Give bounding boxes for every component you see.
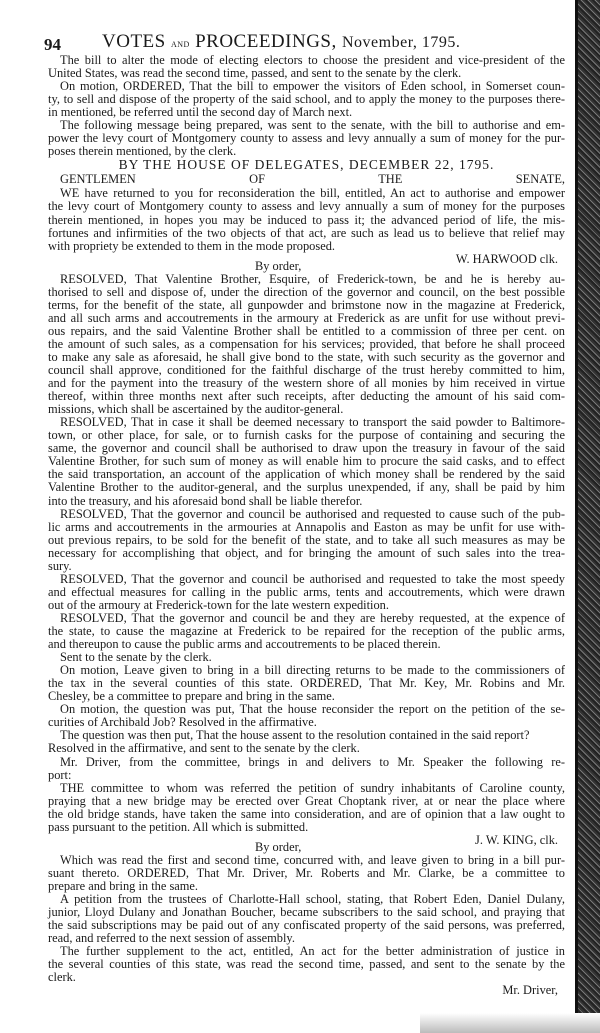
text-line: town, or other place, for sale, or to furnish casks for the purpose of containing and securing the: [48, 428, 565, 443]
text-line: and all such arms and accoutrements in the armoury at Frederick as are unfit for use without previ-: [48, 310, 565, 325]
text-line: port:: [48, 767, 72, 782]
text-line: the tax in the several counties of this state. ORDERED, That Mr. Key, Mr. Robins and Mr.: [48, 676, 565, 691]
text-line: missions, which shall be ascertained by the auditor-general.: [48, 402, 344, 417]
text-line: Valentine Brother to the auditor-general, and the surplus unexpended, if any, shall be paid by him: [48, 480, 565, 495]
title-date: November, 1795.: [341, 34, 461, 51]
running-header: [44, 31, 564, 53]
text-line: RESOLVED, That the governor and council be authorised and requested to cause such of the pub-: [60, 506, 565, 521]
signature-line: Mr. Driver,: [502, 983, 558, 998]
text-line: thereof, within three months next after such receipts, after deducting the amount of his said com-: [48, 389, 565, 404]
text-line: lic arms and accoutrements in the armouries at Annapolis and Easton as may be unfit for use with-: [48, 519, 565, 534]
text-line: power the levy court of Montgomery county to assess and levy annually a sum of money for the pur-: [48, 131, 565, 146]
text-line: RESOLVED, That Valentine Brother, Esquire, of Frederick-town, be and he is hereby au-: [60, 271, 565, 286]
text-line: Resolved in the affirmative, and sent to the senate by the clerk.: [48, 741, 360, 756]
text-line: On motion, Leave given to bring in a bill directing returns to be made to the commissioners of: [60, 663, 565, 678]
text-line: poses therein mentioned, by the clerk.: [48, 144, 237, 159]
text-line: the amount of such sales, as a compensation for his services; provided, that before he shall proceed: [48, 336, 565, 351]
text-line: clerk.: [48, 970, 76, 985]
text-line: RESOLVED, That in case it shall be deemed necessary to transport the said powder to Baltimore-: [60, 415, 565, 430]
text-line: The following message being prepared, was sent to the senate, with the bill to authorise and em-: [60, 118, 565, 133]
text-line: read, and referred to the next session of assembly.: [48, 931, 295, 946]
text-line: the several counties of this state, was read the second time, passed, and sent to the senate by the: [48, 957, 565, 972]
text-line: terms, for the benefit of the state, all gunpowder and brimstone now in the magazine at Frederick,: [48, 297, 565, 312]
text-line: thorised to sell and dispose of, under the direction of the governor and council, on the best possible: [48, 284, 565, 299]
text-line: curities of Archibald Job? Resolved in the affirmative.: [48, 715, 317, 730]
text-line: the said transportation, an account of the application of which money shall be rendered by the said: [48, 467, 565, 482]
text-line: ty, to sell and dispose of the property of the said school, and to apply the money to the purposes there-: [48, 92, 565, 107]
text-line: out of the armoury at Frederick-town for the late western expedition.: [48, 597, 389, 612]
running-title: [102, 31, 460, 53]
text-line: RESOLVED, That the governor and council be authorised and requested to take the most speedy: [60, 571, 565, 586]
text-line: sury.: [48, 558, 72, 573]
title-proceedings: PROCEEDINGS,: [195, 31, 337, 52]
text-line: to make any sale as aforesaid, he shall give bond to the state, with such security as the governor and: [48, 349, 565, 364]
page-number: 94: [44, 35, 61, 54]
text-line: THE committee to whom was referred the petition of sundry inhabitants of Caroline county,: [60, 780, 565, 795]
text-line: into the treasury, and his aforesaid bond shall be liable therefor.: [48, 493, 363, 508]
text-line: therein mentioned, in hopes you may be induced to pass it; the advanced period of life, the mis-: [48, 212, 565, 227]
text-line: Chesley, be a committee to prepare and bring in the same.: [48, 689, 335, 704]
signature-line: J. W. KING, clk.: [475, 832, 558, 847]
text-line: fortunes and infirmities of the two objects of that act, are such as lead us to believe that relief may: [48, 225, 565, 240]
text-line: and effectual measures for calling in the public arms, tents and accoutrements, which were drawn: [48, 584, 565, 599]
text-line: Which was read the first and second time, concurred with, and leave given to bring in a bill pur-: [60, 852, 565, 867]
text-line: Valentine Brother, for such sum of money as will enable him to procure the said casks, and to effect: [48, 454, 565, 469]
text-line: suant thereto. ORDERED, That Mr. Driver, Mr. Roberts and Mr. Clarke, be a committee to: [48, 865, 565, 880]
text-line: and for the payment into the treasury of the western shore of all monies by him received in virtue: [48, 376, 565, 391]
text-line: the state, to cause the magazine at Frederick to be repaired for the reception of the public arms,: [48, 624, 565, 638]
scan-edge-line: [575, 0, 578, 1033]
text-line: United States, was read the second time, passed, and sent to the senate by the clerk.: [48, 66, 462, 81]
text-line: On motion, the question was put, That the house reconsider the report on the petition of the se-: [60, 702, 565, 717]
text-line: the old bridge stands, have taken the same into consideration, and are of opinion that a law ought to: [48, 806, 565, 821]
scan-edge: [578, 0, 600, 1033]
text-line: same, the governor and council shall be authorised to draw upon the treasury in favour of the said: [48, 441, 565, 456]
text-line: A petition from the trustees of Charlotte-Hall school, stating, that Robert Eden, Daniel Dulany,: [60, 891, 565, 906]
text-line: and thereupon to cause the public arms and accoutrements to be placed therein.: [48, 637, 441, 652]
text-line: out previous repairs, to be sold for the benefit of the state, and to take all such measures as may be: [48, 532, 565, 547]
text-line: council shall approve, conditioned for the faithful discharge of the trust hereby committed to him,: [48, 363, 565, 377]
text-line: in mentioned, be referred until the second day of March next.: [48, 105, 353, 120]
by-order-line: By order,: [255, 839, 302, 854]
text-line: junior, Lloyd Dulany and Jonathan Boucher, became subscribers to the said school, and praying that: [48, 905, 565, 919]
text-line: prepare and bring in the same.: [48, 878, 199, 893]
text-line: ous repairs, and the said Valentine Brother shall be entitled to a commission of three per cent. on: [48, 323, 565, 338]
signature-line: W. HARWOOD clk.: [455, 251, 558, 266]
dateline: BY THE HOUSE OF DELEGATES, DECEMBER 22, 1795.: [118, 157, 495, 173]
text-line: pass pursuant to the petition. All which is submitted.: [48, 819, 309, 834]
text-line: On motion, ORDERED, That the bill to empower the visitors of Eden school, in Somerset coun-: [60, 79, 565, 94]
page-curl-shadow: [420, 1013, 600, 1033]
text-line: WE have returned to you for reconsideration the bill, entitled, An act to authorise and empower: [60, 186, 565, 201]
text-line: necessary for accomplishing that object, and for bringing the amount of such sales into the trea-: [48, 545, 565, 560]
text-line: Mr. Driver, from the committee, brings in and delivers to Mr. Speaker the following re-: [60, 754, 565, 769]
text-line: GENTLEMEN OF THE SENATE,: [60, 171, 565, 186]
text-line: with propriety be extended to them in the mode proposed.: [48, 238, 335, 253]
text-line: Sent to the senate by the clerk.: [60, 650, 212, 665]
text-line: The further supplement to the act, entitled, An act for the better administration of justice in: [60, 944, 565, 959]
text-line: praying that a new bridge may be erected over Great Choptank river, at or near the place where: [48, 793, 565, 808]
text-line: the said subscriptions may be paid out of any confiscated property of the said persons, was preferred,: [48, 918, 565, 933]
title-votes: VOTES: [102, 31, 166, 52]
text-line: The bill to alter the mode of electing electors to choose the president and vice-president of the: [60, 53, 565, 67]
title-and: and: [170, 36, 190, 50]
text-line: The question was then put, That the house assent to the resolution contained in the said report?: [60, 728, 530, 743]
text-line: RESOLVED, That the governor and council be and they are hereby requested, at the expence of: [60, 610, 565, 625]
by-order-line: By order,: [255, 258, 302, 273]
text-line: the levy court of Montgomery county to assess and levy annually a sum of money for the purposes: [48, 199, 565, 214]
